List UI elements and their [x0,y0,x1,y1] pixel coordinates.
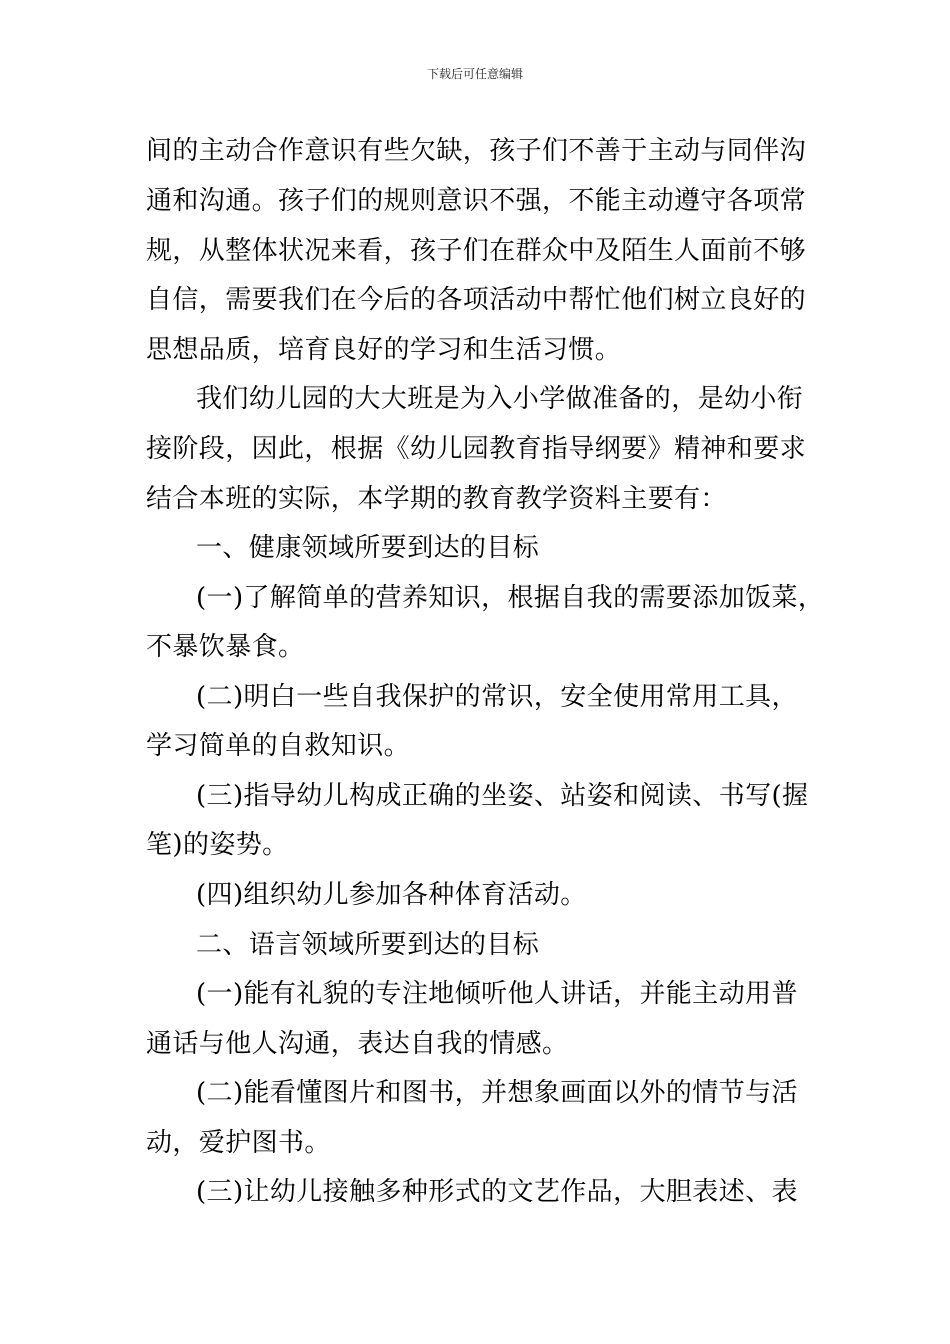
section-heading: 二、语言领域所要到达的目标 [196,930,540,960]
body-line: 通话与他人沟通，表达自我的情感。 [146,1029,569,1059]
body-line: (三)指导幼儿构成正确的坐姿、站姿和阅读、书写(握 [196,781,809,811]
body-line: (四)组织幼儿参加各种体育活动。 [196,880,587,910]
body-line: 通和沟通。孩子们的规则意识不强，不能主动遵守各项常 [146,186,807,216]
body-line: 自信，需要我们在今后的各项活动中帮忙他们树立良好的 [146,285,807,315]
body-line: (二)能看懂图片和图书，并想象画面以外的情节与活 [196,1078,798,1108]
page-header: 下载后可任意编辑 [426,67,523,81]
body-line: 结合本班的实际，本学期的教育教学资料主要有： [146,484,727,514]
body-line: (一)能有礼貌的专注地倾听他人讲话，并能主动用普 [196,979,798,1009]
body-line: 思想品质，培育良好的学习和生活习惯。 [146,335,622,365]
body-line: (三)让幼儿接触多种形式的文艺作品，大胆表述、表 [196,1177,798,1207]
body-line: 学习简单的自救知识。 [146,731,411,761]
body-line: 间的主动合作意识有些欠缺，孩子们不善于主动与同伴沟 [146,136,807,166]
body-line: 不暴饮暴食。 [146,632,305,662]
body-line: 笔)的姿势。 [146,830,289,860]
body-line: 我们幼儿园的大大班是为入小学做准备的，是幼小衔 [196,384,804,414]
section-heading: 一、健康领域所要到达的目标 [196,533,540,563]
body-line: 接阶段，因此，根据《幼儿园教育指导纲要》精神和要求 [146,434,807,464]
body-line: (一)了解简单的营养知识，根据自我的需要添加饭菜， [196,583,825,613]
body-line: (二)明白一些自我保护的常识，安全使用常用工具， [196,682,798,712]
body-line: 动，爱护图书。 [146,1128,331,1158]
body-line: 规，从整体状况来看，孩子们在群众中及陌生人面前不够 [146,236,807,266]
